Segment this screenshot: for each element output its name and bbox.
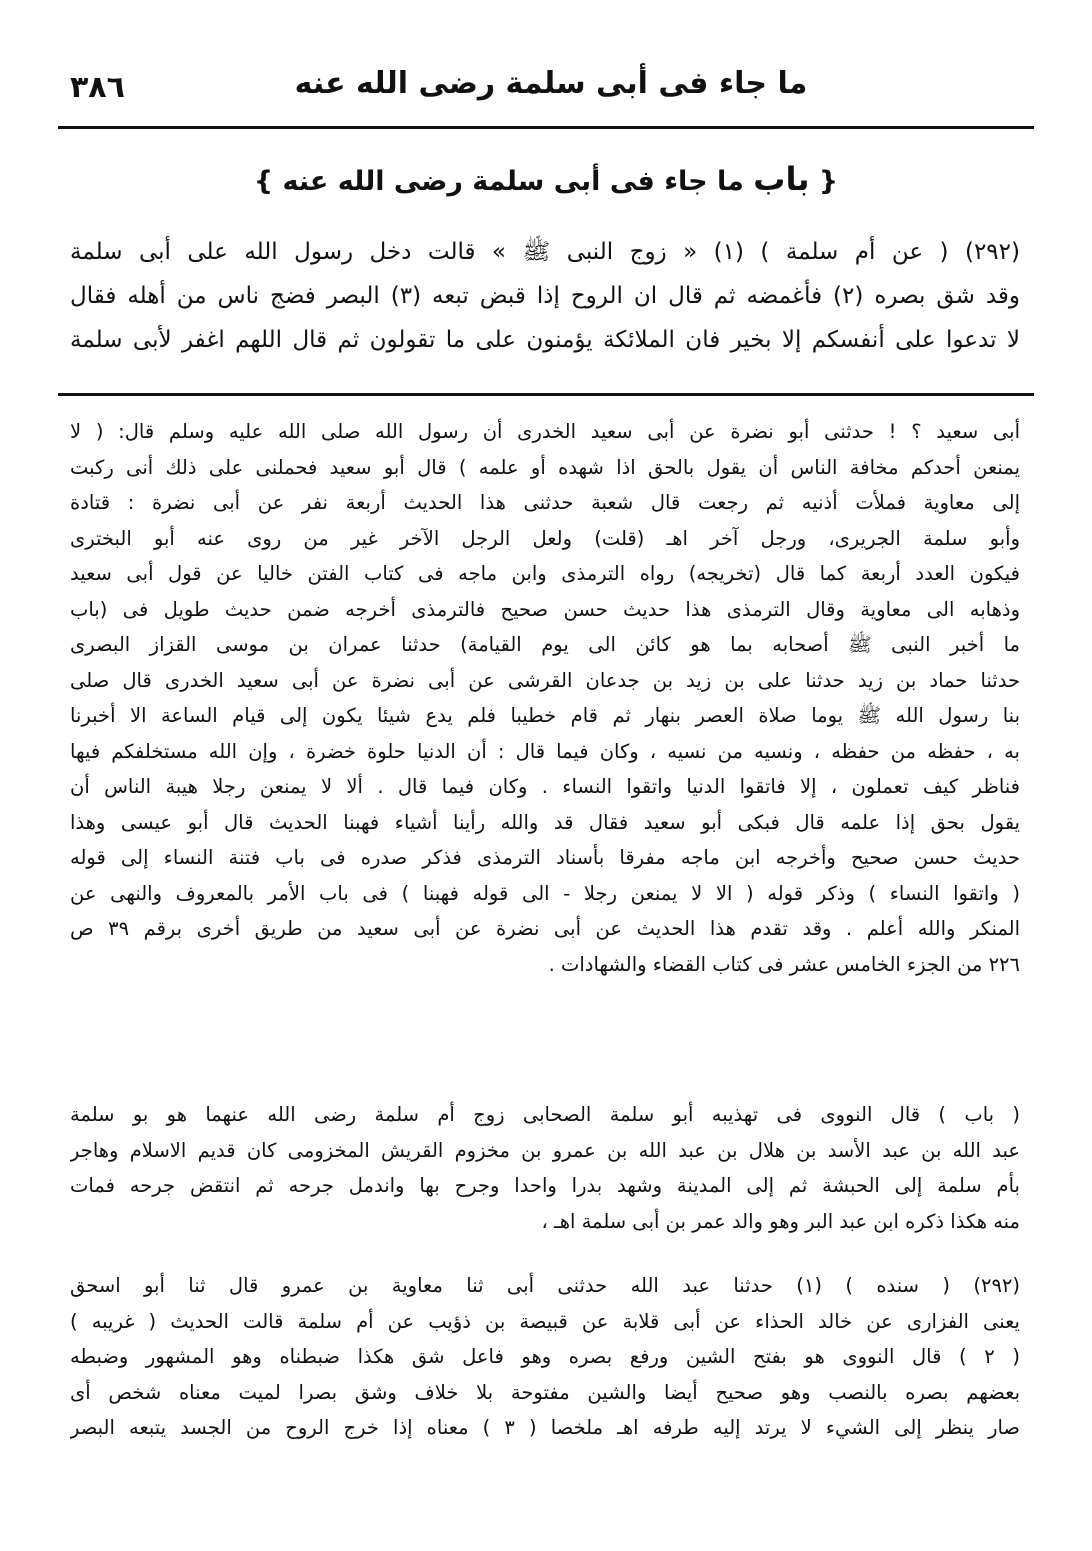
- running-title: ما جاء فى أبى سلمة رضى الله عنه: [294, 66, 808, 101]
- text-divider-rule: [58, 393, 1034, 396]
- commentary-line: وذهابه الى معاوية وقال الترمذى هذا حديث حسن صحيح فالترمذى أخرجه ضمن حديث طويل فى (باب: [70, 597, 1020, 621]
- bab-note-line: منه هكذا ذكره ابن عبد البر وهو والد عمر بن أبى سلمة اهـ ،: [541, 1209, 1020, 1233]
- commentary-line: يقول بحق إذا علمه قال فبكى أبو سعيد فقال قد والله رأينا أشياء فهبنا الحديث قال أبو عيسى وهذا: [70, 810, 1020, 834]
- bab-note-line: بأم سلمة إلى الحبشة ثم إلى المدينة وشهد بدرا واحدا وجرح بها واندمل جرحه ثم انتقض جرحه فمات: [70, 1174, 1020, 1197]
- bab-note: [70, 1097, 1020, 1239]
- commentary-line: فيكون العدد أربعة كما قال (تخريجه) رواه الترمذى وابن ماجه فى كتاب الفتن خاليا عن قول أبى سعيد: [70, 562, 1020, 585]
- footnote-line: (٢٩٢) ( سنده ) (١) حدثنا عبد الله حدثنى أبى ثنا معاوية بن عمرو قال ثنا أبو اسحق: [70, 1274, 1020, 1297]
- commentary-line: أبى سعيد ؟ ! حدثنى أبو نضرة عن أبى سعيد الخدرى أن رسول الله صلى الله عليه وسلم قال: ( لا: [70, 420, 1020, 443]
- footnote-line: ( ٢ ) قال النووى هو بفتح الشين ورفع بصره وهو فاعل شق هكذا ضبطناه وهو المشهور وضبطه: [70, 1345, 1020, 1368]
- chapter-title: { باب ما جاء فى أبى سلمة رضى الله عنه }: [253, 160, 839, 198]
- footnote-line: بعضهم بصره بالنصب وهو صحيح أيضا والشين مفتوحة بلا خلاف وشق بصرا لميت معناه شخص أى: [70, 1380, 1020, 1404]
- chapter-title-text: ما جاء فى أبى سلمة رضى الله عنه: [282, 166, 744, 197]
- commentary-line: يمنعن أحدكم مخافة الناس أن يقول بالحق اذا شهده أو علمه ) قال أبو سعيد فحملنى على ذلك أنى ركبت: [70, 455, 1020, 479]
- footnote-line: صار ينظر إلى الشيء لا يرتد إليه طرفه اهـ ملخصا ( ٣ ) معناه إذا خرج الروح من الجسد يتبعه البصر: [70, 1416, 1020, 1439]
- bab-note-line: عبد الله بن عبد الأسد بن هلال بن عبد الله بن عمرو بن مخزوم القريش المخزومى كان قديم الاسلام وهاجر: [70, 1138, 1020, 1162]
- commentary-line: ( واتقوا النساء ) وذكر قوله ( الا لا يمنعن رجلا - الى قوله فهبنا ) فى باب الأمر بالمعروف والنهى عن: [70, 881, 1020, 905]
- commentary-line: حدثنا حماد بن زيد حدثنا على بن زيد بن جدعان القرشى عن أبى نضرة عن أبى سعيد الخدرى قال صلى: [70, 668, 1020, 692]
- bab-note-line: ( باب ) قال النووى فى تهذيبه أبو سلمة الصحابى زوج أم سلمة رضى الله عنهما هو بو سلمة: [70, 1103, 1020, 1126]
- commentary-line: المنكر والله أعلم . وقد تقدم هذا الحديث عن أبى نضرة عن أبى سعيد من طريق أخرى برقم ٣٩ ص: [70, 917, 1020, 940]
- footnote-line: يعنى الفزارى عن خالد الحذاء عن أبى قلابة عن قبيصة بن ذؤيب عن أم سلمة قالت الحديث ( غريبه ): [70, 1309, 1020, 1333]
- commentary-line: بنا رسول الله ﷺ يوما صلاة العصر بنهار ثم قام خطيبا فلم يدع شيئا يكون إلى قيام الساعة الا أخبرنا: [70, 704, 1020, 727]
- hadith-line: (٢٩٢) ( عن أم سلمة ) (١) « زوج النبى ﷺ » قالت دخل رسول الله على أبى سلمة: [70, 239, 1020, 265]
- header-rule: [58, 126, 1034, 129]
- commentary-line: وأبو سلمة الجريرى، ورجل آخر اهـ (قلت) ولعل الرجل الآخر غير من روى عنه أبو البخترى: [70, 526, 1020, 550]
- hadith-text: [70, 230, 1020, 362]
- commentary-line: إلى معاوية فملأت أذنيه ثم رجعت قال شعبة حدثنى هذا الحديث أربعة نفر عن أبى نضرة : قتادة: [70, 491, 1020, 514]
- hadith-line: وقد شق بصره (٢) فأغمضه ثم قال ان الروح إذا قبض تبعه (٣) البصر فضج ناس من أهله فقال: [70, 283, 1020, 309]
- commentary-line: ٢٢٦ من الجزء الخامس عشر فى كتاب القضاء والشهادات .: [548, 952, 1020, 976]
- chapter-bab-word: باب: [753, 160, 810, 198]
- commentary-line: ما أخبر النبى ﷺ أصحابه بما هو كائن الى يوم القيامة) حدثنا عمران بن موسى القزاز البصرى: [70, 633, 1020, 656]
- running-head: [70, 66, 1032, 114]
- hadith-line: لا تدعوا على أنفسكم إلا بخير فان الملائكة يؤمنون على ما تقولون ثم قال اللهم اغفر لأبى سلمة: [70, 327, 1020, 353]
- commentary-line: فناظر كيف تعملون ، إلا فاتقوا الدنيا واتقوا النساء . وكان فيما قال . ألا لا يمنعن رجلا هيبة الناس أن: [70, 775, 1020, 798]
- commentary-line: حديث حسن صحيح وأخرجه ابن ماجه مفرقا بأسناد الترمذى فذكر صدره فى باب فتنة النساء إلى قوله: [70, 846, 1020, 869]
- page-number: ٣٨٦: [70, 70, 125, 105]
- commentary-line: به ، حفظه من حفظه ، ونسيه من نسيه ، وكان فيما قال : أن الدنيا حلوة خضرة ، وإن الله مستخلفكم فيها: [70, 739, 1020, 763]
- commentary: [70, 414, 1020, 982]
- footnotes: [70, 1268, 1020, 1446]
